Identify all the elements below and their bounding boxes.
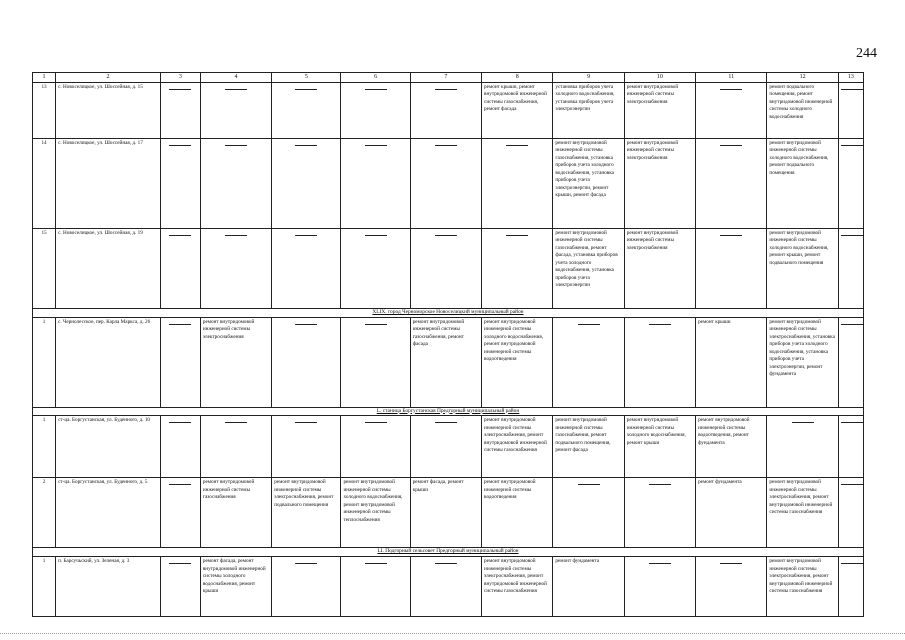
dash-mark bbox=[578, 324, 600, 325]
empty-cell-dash bbox=[410, 228, 481, 308]
table-row bbox=[33, 228, 864, 308]
empty-cell-dash bbox=[161, 478, 201, 548]
dash-mark bbox=[365, 422, 387, 423]
dash-mark bbox=[365, 563, 387, 564]
dash-mark bbox=[841, 324, 863, 325]
dash-mark bbox=[435, 563, 457, 564]
work-cell: ремонт внутридомовой инженерной системы холодного водоснабжения, ремонт внутридомовой инженерной системы водоотведения bbox=[482, 317, 553, 407]
empty-cell-dash bbox=[410, 557, 481, 617]
row-number: 13 bbox=[33, 82, 56, 138]
table-row bbox=[33, 317, 864, 407]
empty-cell-dash bbox=[341, 317, 410, 407]
work-cell: ремонт внутридомовой инженерной системы электроснабжения, ремонт внутридомовой инженерной системы газоснабжения bbox=[482, 416, 553, 478]
empty-cell-dash bbox=[482, 228, 553, 308]
empty-cell-dash bbox=[696, 557, 767, 617]
empty-cell-dash bbox=[696, 138, 767, 228]
empty-cell-dash bbox=[838, 478, 863, 548]
work-cell: ремонт внутридомовой инженерной системы газоснабжения, ремонт фасада bbox=[410, 317, 481, 407]
dash-mark bbox=[169, 422, 191, 423]
dash-mark bbox=[506, 145, 528, 146]
section-title: XLIX. город Черноморское Новоселицкий муниципальный район bbox=[372, 308, 524, 315]
work-cell: ремонт внутридомовой инженерной системы холодного водоснабжения, ремонт крыши, ремонт подвального помещения bbox=[767, 228, 838, 308]
dash-mark bbox=[169, 145, 191, 146]
dash-mark bbox=[792, 422, 814, 423]
empty-cell-dash bbox=[624, 478, 695, 548]
empty-cell-dash bbox=[696, 82, 767, 138]
work-cell: ремонт внутридомовой инженерной системы электроснабжения, ремонт внутридомовой инженерной системы газоснабжения bbox=[767, 557, 838, 617]
row-number: 1 bbox=[33, 416, 56, 478]
dash-mark bbox=[365, 235, 387, 236]
dash-mark bbox=[169, 484, 191, 485]
work-cell: ремонт внутридомовой инженерной системы газоснабжения, установка приборов учета холодного водоснабжения, установка приборов учета электроэнергии, ремонт крыши, ремонт фасада bbox=[553, 138, 624, 228]
empty-cell-dash bbox=[272, 416, 341, 478]
empty-cell-dash bbox=[838, 82, 863, 138]
empty-cell-dash bbox=[341, 138, 410, 228]
empty-cell-dash bbox=[553, 478, 624, 548]
empty-cell-dash bbox=[161, 317, 201, 407]
column-header: 6 bbox=[341, 73, 410, 83]
section-title-row bbox=[33, 308, 864, 317]
column-header: 8 bbox=[482, 73, 553, 83]
dash-mark bbox=[225, 235, 247, 236]
empty-cell-dash bbox=[838, 138, 863, 228]
work-cell: ремонт внутридомовой инженерной системы электроснабжения, установка приборов учета холодного водоснабжения, установка приборов учета электроэнергии, ремонт фундамента bbox=[767, 317, 838, 407]
row-number: 2 bbox=[33, 478, 56, 548]
dash-mark bbox=[435, 235, 457, 236]
section-title: L. станица Боргустанская Предгорный муниципальный район bbox=[376, 407, 520, 414]
work-cell: ремонт внутридомовой инженерной системы электроснабжения, ремонт внутридомовой инженерной системы газоснабжения bbox=[482, 557, 553, 617]
column-header: 11 bbox=[696, 73, 767, 83]
section-title: LI. Подгорный сельсовет Предгорный муниципальный район bbox=[377, 548, 519, 555]
empty-cell-dash bbox=[482, 138, 553, 228]
work-cell: ремонт внутридомовой инженерной системы холодного водоснабжения, ремонт внутридомовой инженерной системы теплоснабжения bbox=[341, 478, 410, 548]
work-cell: ремонт фасада, ремонт крыши bbox=[410, 478, 481, 548]
empty-cell-dash bbox=[624, 317, 695, 407]
dash-mark bbox=[435, 89, 457, 90]
address-cell: ст-ца. Боргустанская, ул. Буденного, д. 10 bbox=[56, 416, 161, 478]
work-cell: ремонт фундамента bbox=[696, 478, 767, 548]
empty-cell-dash bbox=[161, 138, 201, 228]
column-header: 5 bbox=[272, 73, 341, 83]
empty-cell-dash bbox=[161, 557, 201, 617]
empty-cell-dash bbox=[410, 138, 481, 228]
dash-mark bbox=[841, 89, 863, 90]
dash-mark bbox=[720, 563, 742, 564]
empty-cell-dash bbox=[410, 416, 481, 478]
dash-mark bbox=[841, 484, 863, 485]
address-cell: п. Барсучьский, ул. Зеленая, д. 3 bbox=[56, 557, 161, 617]
address-cell: с. Новоселицкое, ул. Шоссейная, д. 19 bbox=[56, 228, 161, 308]
work-cell: ремонт крыши bbox=[696, 317, 767, 407]
empty-cell-dash bbox=[838, 317, 863, 407]
column-header: 13 bbox=[838, 73, 863, 83]
empty-cell-dash bbox=[272, 317, 341, 407]
row-number: 14 bbox=[33, 138, 56, 228]
dash-mark bbox=[841, 422, 863, 423]
empty-cell-dash bbox=[624, 557, 695, 617]
work-cell: ремонт внутридомовой инженерной системы газоснабжения, ремонт подвального помещения, ремонт фасада bbox=[553, 416, 624, 478]
column-header: 4 bbox=[200, 73, 271, 83]
address-cell: с. Чернолесское, пер. Карла Маркса, д. 26 bbox=[56, 317, 161, 407]
work-cell: ремонт внутридомовой инженерной системы электроснабжения bbox=[200, 317, 271, 407]
dash-mark bbox=[841, 563, 863, 564]
dash-mark bbox=[225, 89, 247, 90]
work-cell: ремонт внутридомовой инженерной системы газоснабжения, ремонт фасада, установка приборов учета холодного водоснабжения, установка приборов учета электроэнергии bbox=[553, 228, 624, 308]
column-header: 9 bbox=[553, 73, 624, 83]
dash-mark bbox=[720, 145, 742, 146]
dash-mark bbox=[295, 235, 317, 236]
dash-mark bbox=[649, 563, 671, 564]
work-cell: ремонт фасада, ремонт внутридомовой инженерной системы холодного водоснабжения, ремонт крыши bbox=[200, 557, 271, 617]
column-header: 12 bbox=[767, 73, 838, 83]
empty-cell-dash bbox=[341, 416, 410, 478]
work-cell: ремонт внутридомовой инженерной системы холодного водоснабжения, ремонт подвального помещения bbox=[767, 138, 838, 228]
work-cell: ремонт крыши, ремонт внутридомовой инженерной системы газоснабжения, ремонт фасада bbox=[482, 82, 553, 138]
empty-cell-dash bbox=[341, 82, 410, 138]
empty-cell-dash bbox=[272, 82, 341, 138]
work-cell: ремонт внутридомовой инженерной системы электроснабжения, ремонт подвального помещения bbox=[272, 478, 341, 548]
dash-mark bbox=[649, 484, 671, 485]
work-cell: ремонт внутридомовой инженерной системы газоснабжения bbox=[200, 478, 271, 548]
empty-cell-dash bbox=[272, 557, 341, 617]
column-header: 7 bbox=[410, 73, 481, 83]
work-cell: ремонт подвального помещения, ремонт внутридомовой инженерной системы холодного водоснабжения bbox=[767, 82, 838, 138]
row-number: 1 bbox=[33, 557, 56, 617]
column-header: 3 bbox=[161, 73, 201, 83]
empty-cell-dash bbox=[200, 138, 271, 228]
dash-mark bbox=[841, 235, 863, 236]
work-cell: ремонт внутридомовой инженерной системы водоотведения, ремонт фундамента bbox=[696, 416, 767, 478]
empty-cell-dash bbox=[410, 82, 481, 138]
dash-mark bbox=[169, 235, 191, 236]
row-number: 15 bbox=[33, 228, 56, 308]
table-row bbox=[33, 82, 864, 138]
work-cell: ремонт внутридомовой инженерной системы электроснабжения bbox=[624, 138, 695, 228]
dash-mark bbox=[169, 324, 191, 325]
dash-mark bbox=[295, 145, 317, 146]
dash-mark bbox=[841, 145, 863, 146]
empty-cell-dash bbox=[272, 228, 341, 308]
work-cell: ремонт внутридомовой инженерной системы электроснабжения, ремонт внутридомовой инженерной системы газоснабжения bbox=[767, 478, 838, 548]
empty-cell-dash bbox=[272, 138, 341, 228]
empty-cell-dash bbox=[341, 228, 410, 308]
work-cell: установка приборов учета холодного водоснабжения, установка приборов учета электроэнергии bbox=[553, 82, 624, 138]
section-title-row bbox=[33, 407, 864, 416]
empty-cell-dash bbox=[161, 82, 201, 138]
dash-mark bbox=[225, 145, 247, 146]
scan-edge bbox=[0, 633, 905, 638]
dash-mark bbox=[169, 563, 191, 564]
address-cell: с. Новоселицкое, ул. Шоссейная, д. 17 bbox=[56, 138, 161, 228]
column-header: 1 bbox=[33, 73, 56, 83]
empty-cell-dash bbox=[200, 416, 271, 478]
empty-cell-dash bbox=[767, 416, 838, 478]
empty-cell-dash bbox=[161, 228, 201, 308]
empty-cell-dash bbox=[200, 228, 271, 308]
repair-schedule-table bbox=[32, 72, 864, 617]
dash-mark bbox=[169, 89, 191, 90]
dash-mark bbox=[720, 235, 742, 236]
dash-mark bbox=[365, 324, 387, 325]
dash-mark bbox=[365, 89, 387, 90]
empty-cell-dash bbox=[341, 557, 410, 617]
empty-cell-dash bbox=[200, 82, 271, 138]
work-cell: ремонт внутридомовой инженерной системы холодного водоснабжения, ремонт крыши bbox=[624, 416, 695, 478]
table-row bbox=[33, 416, 864, 478]
column-header: 10 bbox=[624, 73, 695, 83]
dash-mark bbox=[295, 324, 317, 325]
section-title-row bbox=[33, 548, 864, 557]
dash-mark bbox=[578, 484, 600, 485]
dash-mark bbox=[225, 422, 247, 423]
empty-cell-dash bbox=[161, 416, 201, 478]
dash-mark bbox=[365, 145, 387, 146]
empty-cell-dash bbox=[838, 416, 863, 478]
column-header: 2 bbox=[56, 73, 161, 83]
dash-mark bbox=[295, 563, 317, 564]
table-row bbox=[33, 138, 864, 228]
work-cell: ремонт внутридомовой инженерной системы водоотведения bbox=[482, 478, 553, 548]
dash-mark bbox=[295, 89, 317, 90]
column-number-row bbox=[33, 73, 864, 83]
dash-mark bbox=[435, 145, 457, 146]
empty-cell-dash bbox=[838, 228, 863, 308]
empty-cell-dash bbox=[838, 557, 863, 617]
work-cell: ремонт внутридомовой инженерной системы электроснабжения bbox=[624, 228, 695, 308]
dash-mark bbox=[435, 422, 457, 423]
dash-mark bbox=[295, 422, 317, 423]
address-cell: с. Новоселицкое, ул. Шоссейная, д. 15 bbox=[56, 82, 161, 138]
dash-mark bbox=[506, 235, 528, 236]
empty-cell-dash bbox=[696, 228, 767, 308]
address-cell: ст-ца. Боргустанская, ул. Буденного, д. 5 bbox=[56, 478, 161, 548]
work-cell: ремонт фундамента bbox=[553, 557, 624, 617]
empty-cell-dash bbox=[553, 317, 624, 407]
table-row bbox=[33, 557, 864, 617]
row-number: 1 bbox=[33, 317, 56, 407]
table-row bbox=[33, 478, 864, 548]
work-cell: ремонт внутридомовой инженерной системы электроснабжения bbox=[624, 82, 695, 138]
page-number: 244 bbox=[856, 46, 877, 61]
dash-mark bbox=[649, 324, 671, 325]
dash-mark bbox=[720, 89, 742, 90]
